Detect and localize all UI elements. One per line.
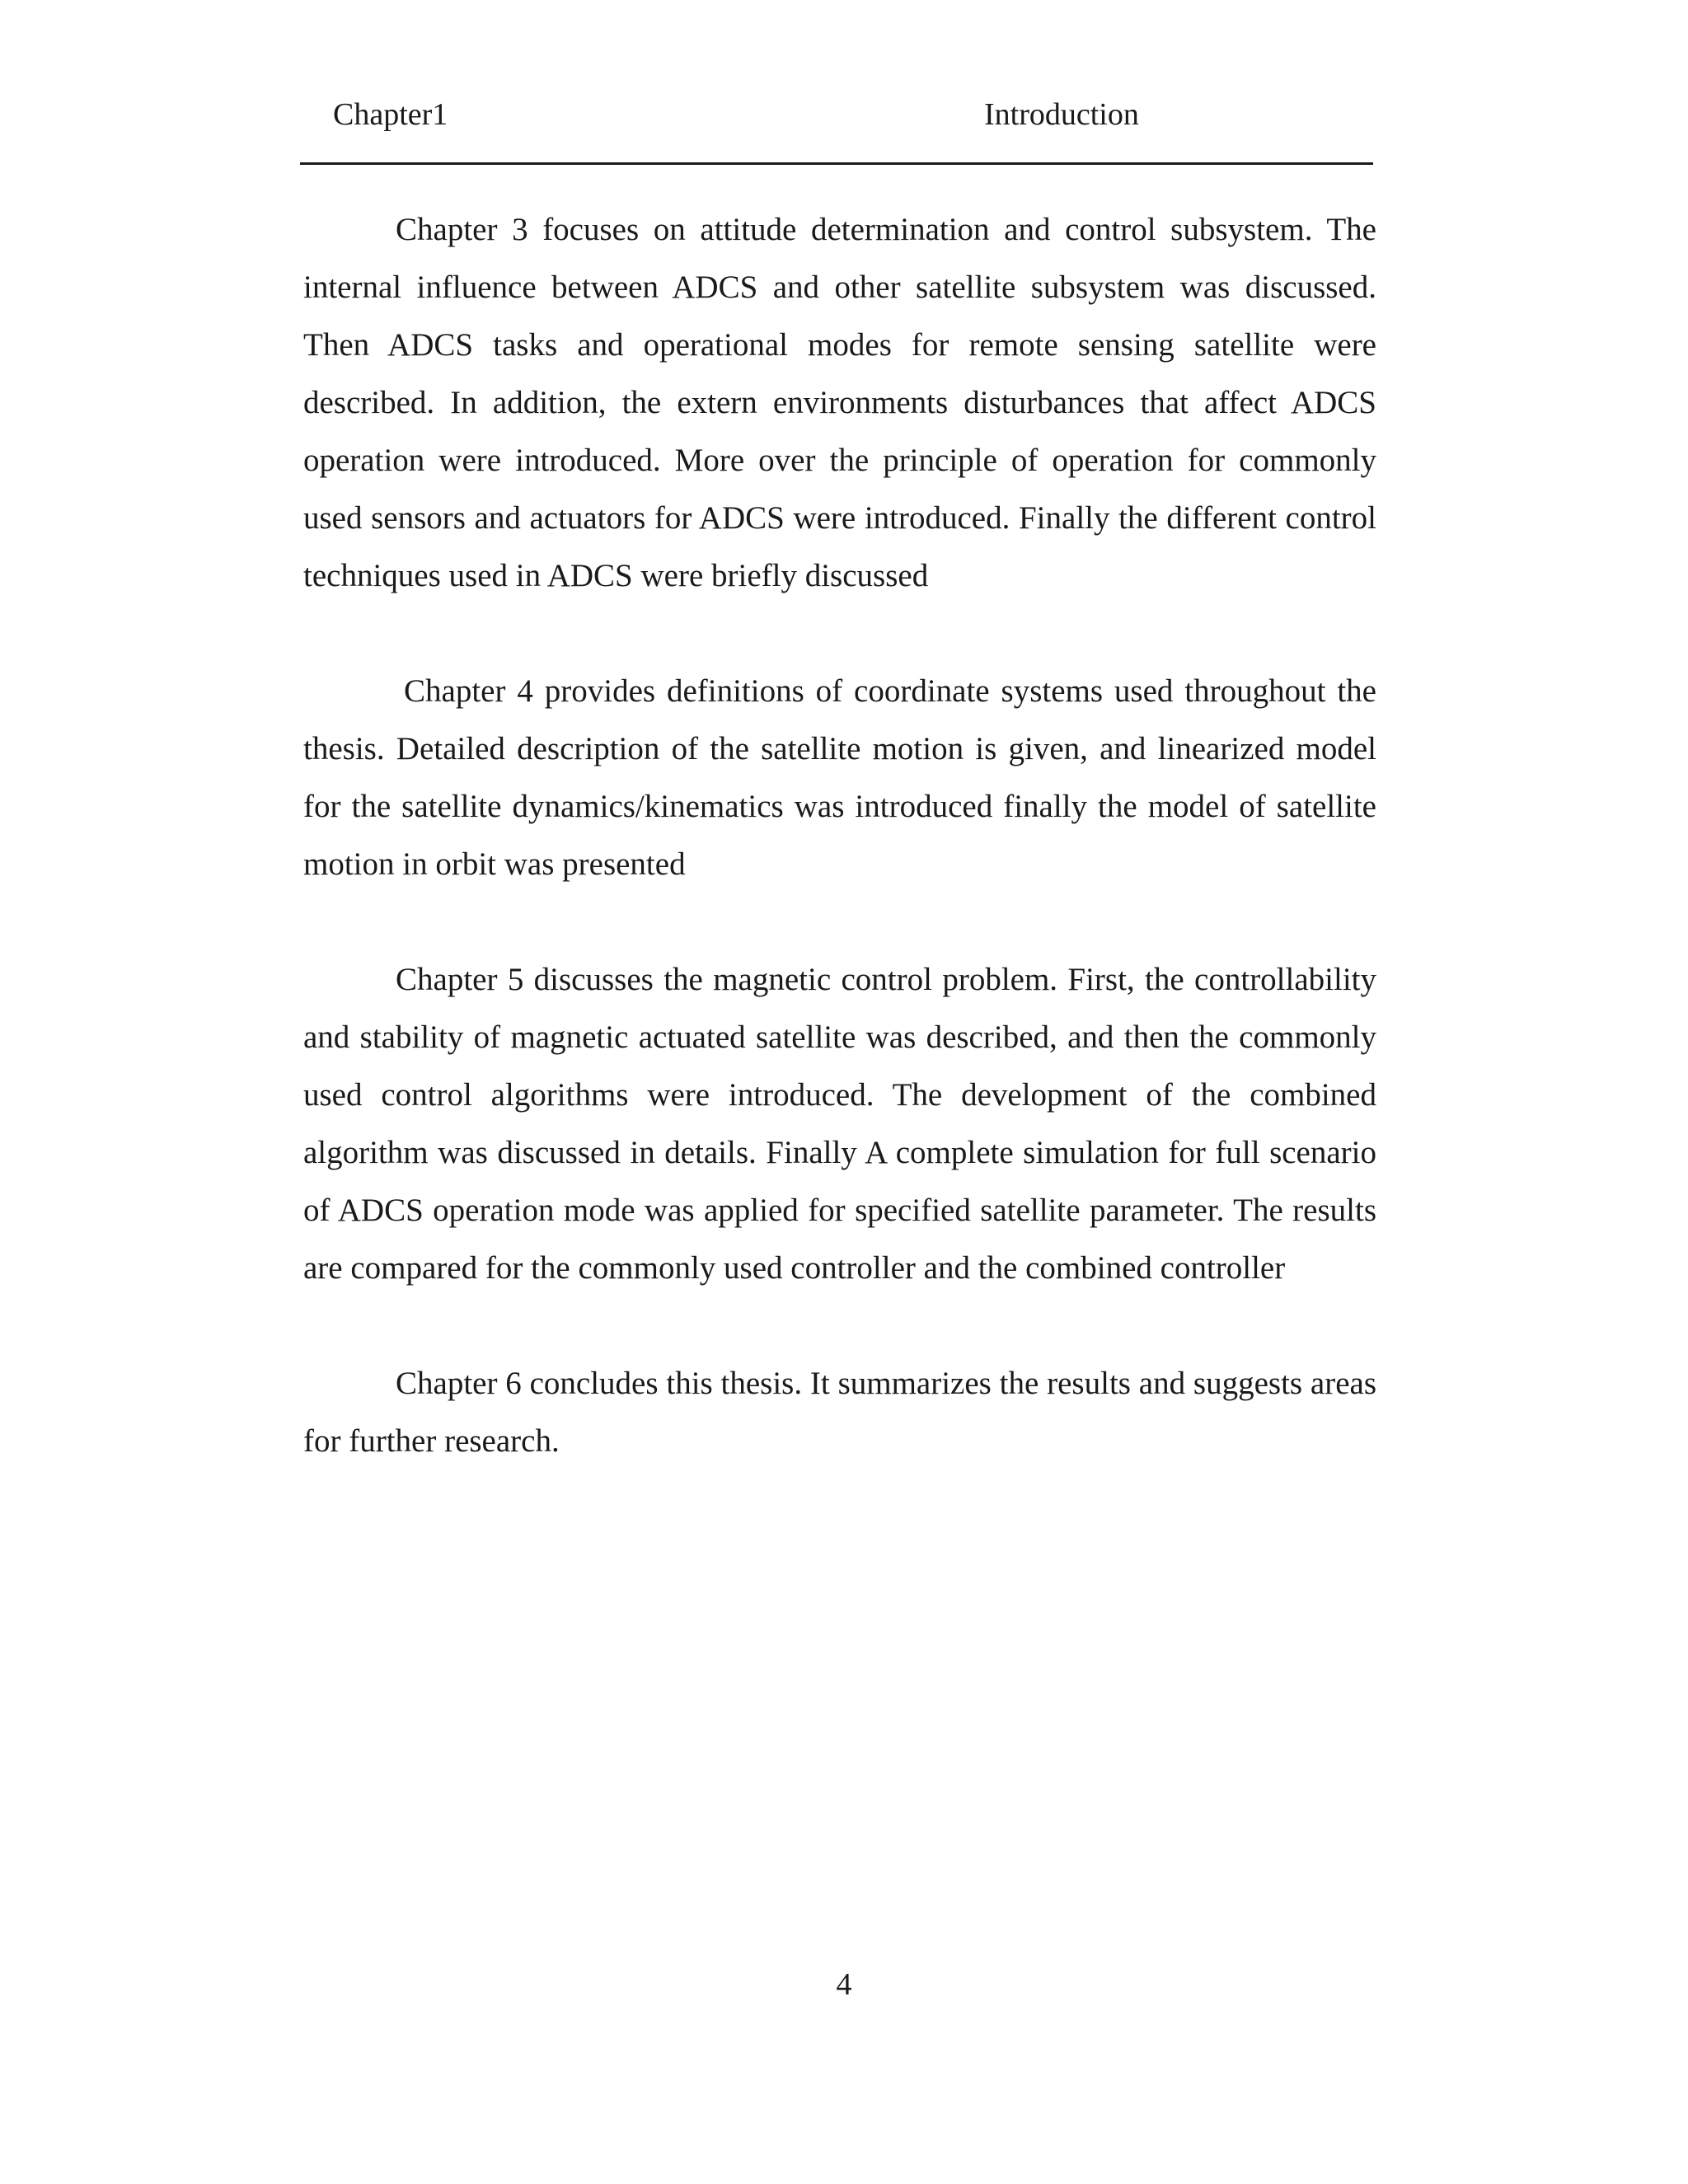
header-section-title: Introduction	[984, 97, 1139, 132]
page-number: 4	[836, 1967, 852, 2002]
running-header	[302, 89, 1373, 140]
paragraph-chapter-3: Chapter 3 focuses on attitude determination and control subsystem. The internal influence between ADCS and other satellite subsystem was discussed. Then ADCS tasks and operational modes for remote sensing satellite were described. In addition, the extern environments disturbances that affect ADCS operation were introduced. More over the principle of operation for commonly used sensors and actuators for ADCS were introduced. Finally the different control techniques used in ADCS were briefly discussed	[303, 212, 1376, 593]
body-text	[303, 201, 1376, 1528]
paragraph-chapter-6: Chapter 6 concludes this thesis. It summarizes the results and suggests areas for further research.	[303, 1366, 1376, 1459]
header-divider	[300, 162, 1373, 165]
header-chapter-label: Chapter1	[333, 97, 448, 132]
paragraph-chapter-4: Chapter 4 provides definitions of coordinate systems used throughout the thesis. Detailed description of the satellite motion is given, and linearized model for the satellite dynamics/kinematics was introduced finally the model of satellite motion in orbit was presented	[303, 673, 1376, 882]
paragraph-chapter-5: Chapter 5 discusses the magnetic control problem. First, the controllability and stability of magnetic actuated satellite was described, and then the commonly used control algorithms were introduced. The development of the combined algorithm was discussed in details. Finally A complete simulation for full scenario of ADCS operation mode was applied for specified satellite parameter. The results are compared for the commonly used controller and the combined controller	[303, 962, 1376, 1286]
